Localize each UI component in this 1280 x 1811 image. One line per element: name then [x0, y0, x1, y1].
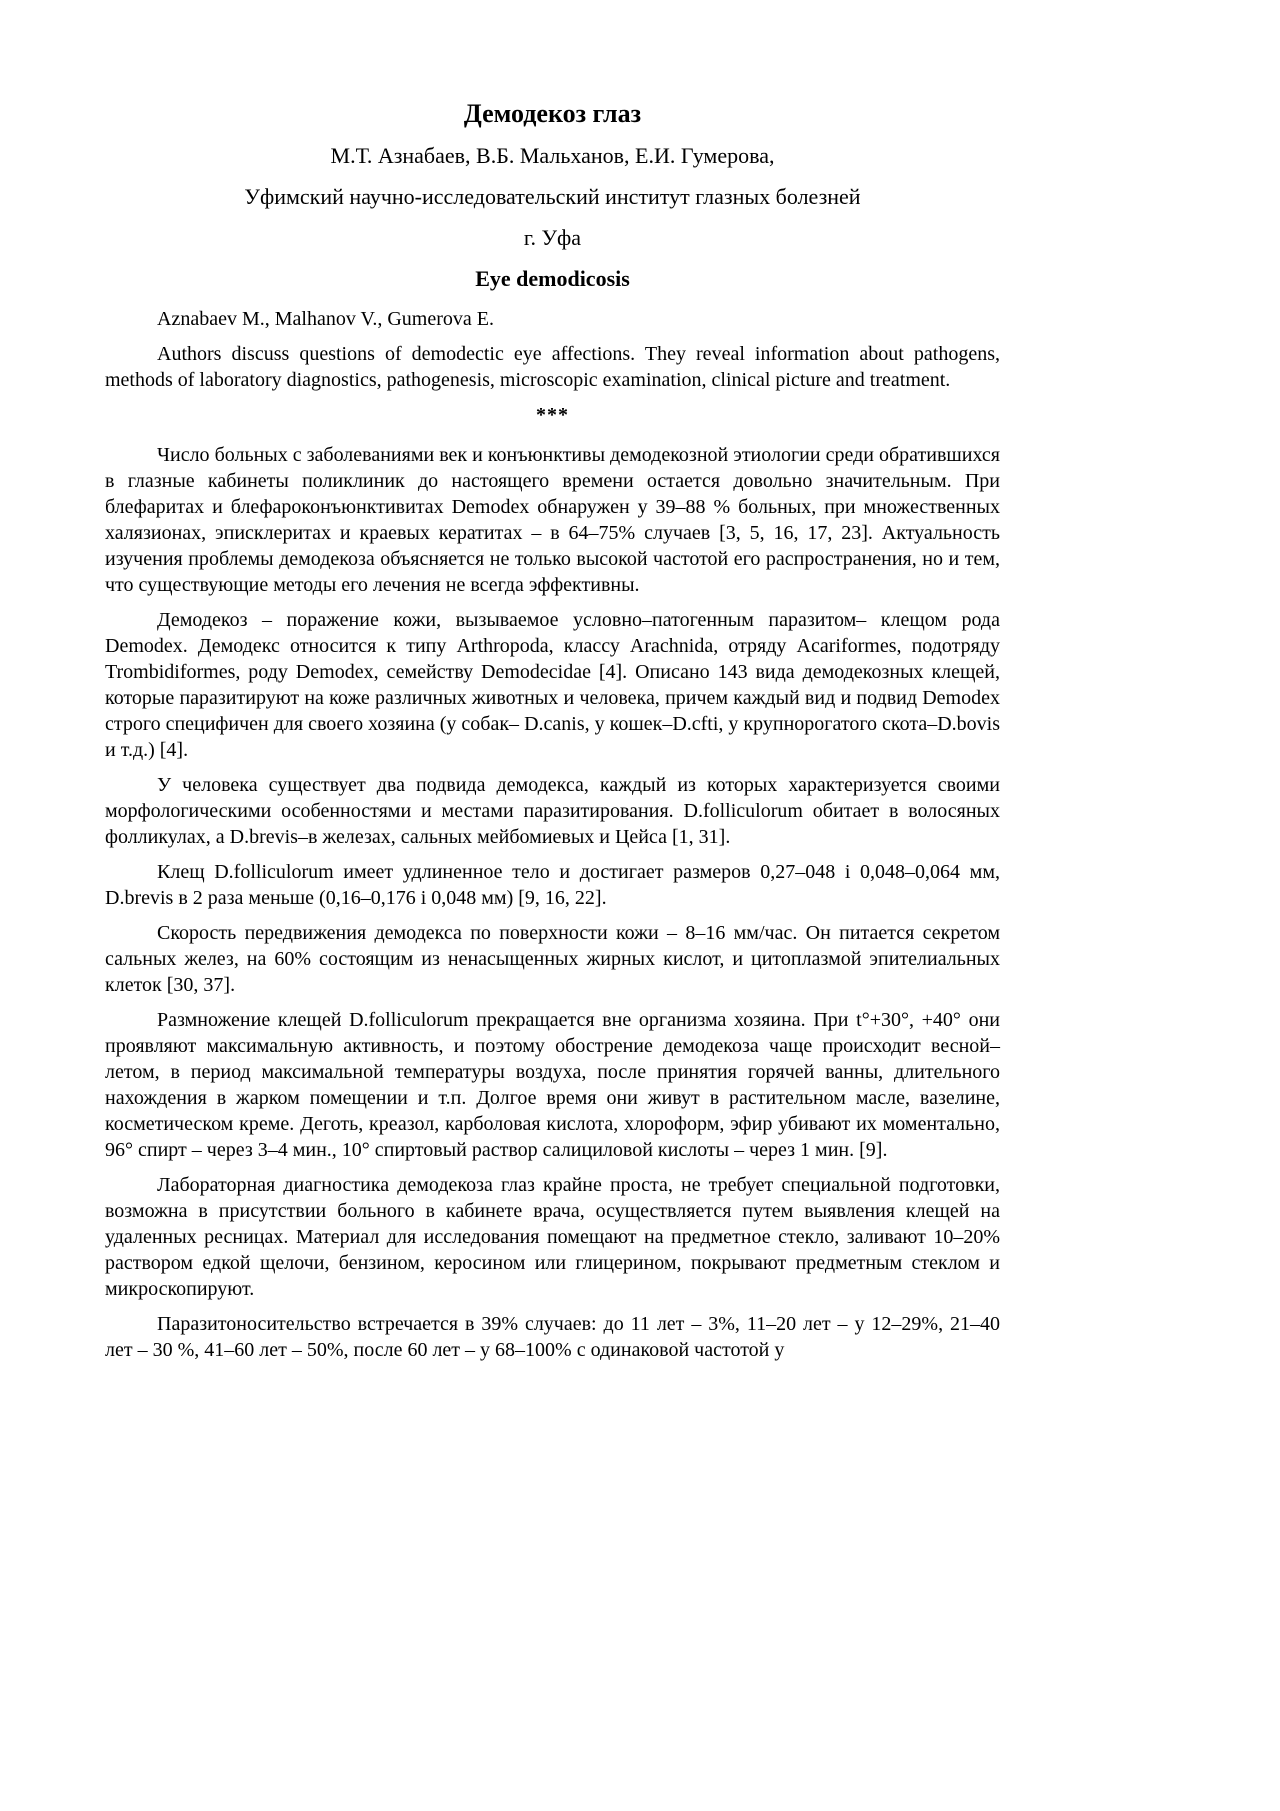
article-title-en: Eye demodicosis: [475, 266, 630, 291]
body-paragraph: Демодекоз – поражение кожи, вызываемое условно–патогенным паразитом– клещом рода Demodex. Демодекс относится к типу Arthropoda, классу Arachnida, отряду Acariformes, подотряду Trombidiformes, роду Demodex, семейству Demodecidae [4]. Описано 143 вида демодекозных клещей, которые паразитируют на коже различных животных и человека, причем каждый вид и подвид Demodex строго специфичен для своего хозяина (у собак– D.canis, у кошек–D.cfti, у крупнорогатого скота–D.bovis и т.д.) [4].: [105, 609, 1000, 761]
body-paragraph: У человека существует два подвида демодекса, каждый из которых характеризуется своими морфологическими особенностями и местами паразитирования. D.folliculorum обитает в волосяных фолликулах, а D.brevis–в железах, сальных мейбомиевых и Цейса [1, 31].: [105, 774, 1000, 848]
article-title-ru: Демодекоз глаз: [463, 99, 642, 128]
body-paragraph: Число больных с заболеваниями век и конъюнктивы демодекозной этиологии среди обратившихся в глазные кабинеты поликлиник до настоящего времени остается довольно значительным. При блефаритах и блефароконъюнктивитах Demodex обнаружен у 39–88 % больных, при множественных халязионах, эписклеритах и краевых кератитах – в 64–75% случаев [3, 5, 16, 17, 23]. Актуальность изучения проблемы демодекоза объясняется не только высокой частотой его распространения, но и тем, что существующие методы его лечения не всегда эффективны.: [105, 444, 1000, 596]
authors-line-ru: М.Т. Азнабаев, В.Б. Мальханов, Е.И. Гумерова,: [330, 143, 775, 168]
city-line: г. Уфа: [523, 225, 582, 250]
body-paragraph: Скорость передвижения демодекса по поверхности кожи – 8–16 мм/час. Он питается секретом сальных желез, на 60% состоящим из ненасыщенных жирных кислот, и цитоплазмой эпителиальных клеток [30, 37].: [105, 922, 1000, 996]
abstract-text: Authors discuss questions of demodectic eye affections. They reveal information about pathogens, methods of laboratory diagnostics, pathogenesis, microscopic examination, clinical picture and treatment.: [105, 343, 1000, 391]
body-paragraph: Лабораторная диагностика демодекоза глаз крайне проста, не требует специальной подготовки, возможна в присутствии больного в кабинете врача, осуществляется путем выявления клещей на удаленных ресницах. Материал для исследования помещают на предметное стекло, заливают 10–20% раствором едкой щелочи, бензином, керосином или глицерином, покрывают предметным стеклом и микроскопируют.: [105, 1174, 1000, 1300]
body-paragraph: Паразитоносительство встречается в 39% случаев: до 11 лет – 3%, 11–20 лет – у 12–29%, 21–40 лет – 30 %, 41–60 лет – 50%, после 60 лет – у 68–100% с одинаковой частотой у: [105, 1313, 1000, 1361]
section-separator: ***: [536, 404, 569, 426]
institute-line: Уфимский научно-исследовательский институт глазных болезней: [244, 184, 861, 209]
body-paragraph: Клещ D.folliculorum имеет удлиненное тело и достигает размеров 0,27–048 i 0,048–0,064 мм, D.brevis в 2 раза меньше (0,16–0,176 i 0,048 мм) [9, 16, 22].: [105, 861, 1000, 909]
body-paragraph: Размножение клещей D.folliculorum прекращается вне организма хозяина. При t°+30°, +40° они проявляют максимальную активность, и поэтому обострение демодекоза чаще происходит весной–летом, в период максимальной температуры воздуха, после принятия горячей ванны, длительного нахождения в жарком помещении и т.п. Долгое время они живут в растительном масле, вазелине, косметическом креме. Деготь, креазол, карболовая кислота, хлороформ, эфир убивают их моментально, 96° спирт – через 3–4 мин., 10° спиртовый раствор салициловой кислоты – через 1 мин. [9].: [105, 1009, 1000, 1161]
authors-line-en: Aznabaev M., Malhanov V., Gumerova E.: [157, 308, 494, 330]
article-body: [105, 442, 1000, 1363]
